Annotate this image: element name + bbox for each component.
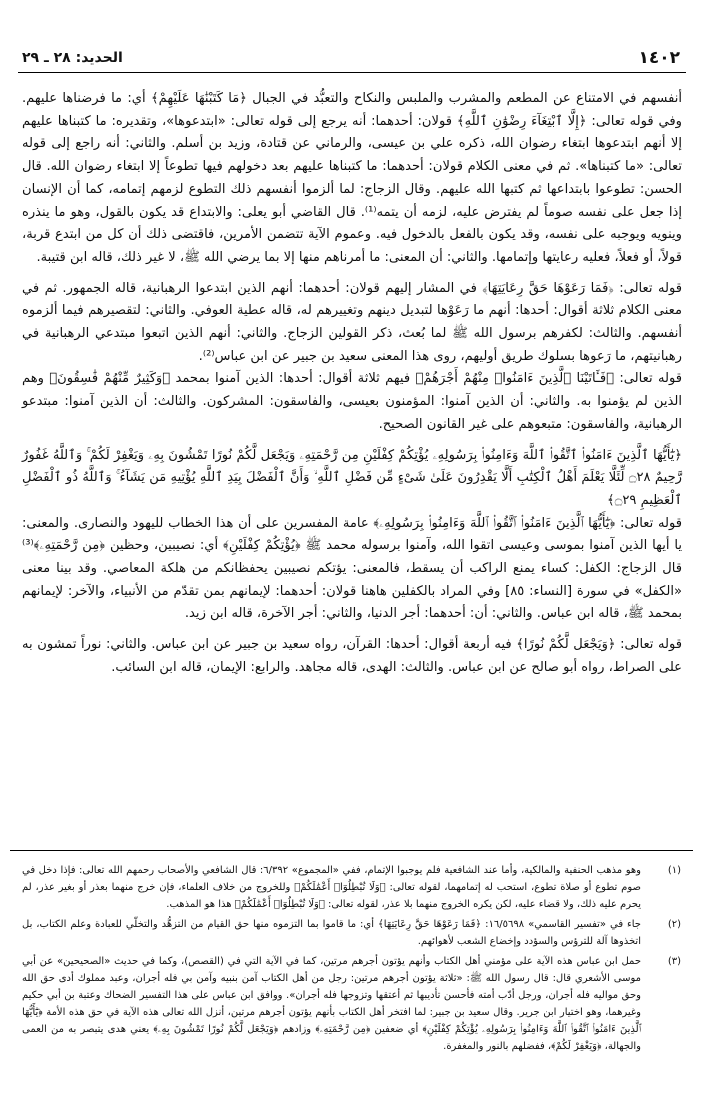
footnote: [22, 953, 681, 1055]
footnote-number: (١): [667, 865, 681, 876]
paragraph: قوله تعالى: ﴿فَـَٔاتَيْنَا ٱلَّذِينَ ءَامَنُوا۟ مِنْهُمْ أَجْرَهُمْ﴾ فيهم ثلاثة أقوال: أحدها: الذين آمنوا بمحمد ﴿وَكَثِيرٌ مِّنْهُمْ فَٰسِقُونَ﴾ وهم الذين لم يؤمنوا به. والثاني: أن الذين آمنوا: المؤمنون بعيسى، والفاسقون: المشركون. والثالث: أن الذين آمنوا: مبتدعو الرهبانية، والفاسقون: متبعوهم على غير القانون الصحيح.: [22, 371, 682, 432]
footnote: [22, 862, 681, 913]
paragraph: قوله تعالى: ﴿يَٰٓأَيُّهَا ٱلَّذِينَ ءَامَنُوا۟ ٱتَّقُوا۟ ٱللَّهَ وَءَامِنُوا۟ بِرَسُولِهِۦ﴾ عامة المفسرين على أن هذا الخطاب لليهود والنصارى. والمعنى: يا أيها الذين آمنوا بموسى وعيسى اتقوا الله، وآمنوا برسوله محمد ﷺ ﴿يُؤْتِكُمْ كِفْلَيْنِ﴾ أي: نصيبين، وحظين ﴿مِن رَّحْمَتِهِۦ﴾⁽³⁾ قال الزجاج: الكفل: كساء يمنع الراكب أن يسقط، فالمعنى: يؤتكم نصيبين يحفظانكم من هلكة المعاصي. وقد بينا معنى «الكفل» في سورة [النساء: ٨٥] وفي المراد بالكفلين هاهنا قولان: أحدهما: لإيمانهم بمن تقدّم من الأنبياء، والآخر: لإيمانهم بمحمد ﷺ، قاله ابن عباس. والثاني: أن: أحدهما: أجر الدنيا، والثاني: أجر الآخرة، قاله ابن زيد.: [22, 515, 682, 622]
paragraph: قوله تعالى: ﴿وَيَجْعَل لَّكُمْ نُورًا﴾ فيه أربعة أقوال: أحدها: القرآن، رواه سعيد بن جبير عن ابن عباس. والثاني: نوراً تمشون به على الصراط، رواه أبو صالح عن ابن عباس. والثالث: الهدى، قاله مجاهد. والرابع: الإيمان، قاله ابن السائب.: [22, 637, 682, 675]
paragraph: أنفسهم في الامتناع عن المطعم والمشرب والملبس والنكاح والتعبُّد في الجبال ﴿مَا كَتَبْنَٰهَا عَلَيْهِمْ﴾ أي: ما فرضناها عليهم. وفي قوله تعالى: ﴿إِلَّا ٱبْتِغَآءَ رِضْوَٰنِ ٱللَّهِ﴾ قولان: أحدهما: أنه يرجع إلى قوله تعالى: «ابتدعوها»، وتقديره: ما كتبناها عليهم إلا أنهم ابتدعوها ابتغاء رضوان الله، ذكره علي بن عيسى، والرماني عن قتادة، وزيد بن أسلم. والثاني: أنه راجع إلى قوله تعالى: «ما كتبناها». ثم في معنى الكلام قولان: أحدهما: ما كتبناها عليهم بعد دخولهم فيها تطوعاً إلا ابتغاء رضوان الله. قال الحسن: تطوعوا بابتداعها ثم كتبها الله عليهم. وقال الزجاج: لما ألزموا أنفسهم ذلك التطوع لزمهم إتمامه، كما أن الإنسان إذا جعل على نفسه صوماً لم يفترض عليه، لزمه أن يتمه⁽¹⁾. قال القاضي أبو يعلى: والابتداع قد يكون بالقول، وهو ما ينذره وينويه ويوجبه على نفسه، وقد يكون بالفعل بالدخول فيه. وعموم الآية تتضمن الأمرين، فاقتضى ذلك أن كل من ابتدع قربة، قولاً، أو فعلاً، فعليه رعايتها وإتمامها. والثاني: أن المعنى: ما أمرناهم منها إلا بما يرضي الله ﷺ، لا غير ذلك، قاله ابن قتيبة.: [22, 91, 682, 265]
footnote-number: (٣): [667, 956, 681, 967]
running-title: الحديد: ٢٨ ـ ٢٩: [22, 50, 123, 66]
footnote-text: جاء في «تفسير القاسمي» ١٦/٥٦٩٨: ﴿فَمَا رَعَوْهَا حَقَّ رِعَايَتِهَا﴾ أي: ما قاموا بما التزموه منها حق القيام من التزهُّد والتخلّي للعبادة وعلم الكتاب، بل اتخذوها آلة للترؤس والسؤدد وإخضاع الشعب لأهوائهم.: [22, 919, 641, 947]
paragraph: قوله تعالى: ﴿فَمَا رَعَوْهَا حَقَّ رِعَايَتِهَا﴾ في المشار إليهم قولان: أحدهما: أنهم الذين ابتدعوا الرهبانية، قاله الجمهور. ثم في معنى الكلام ثلاثة أقوال: أحدها: أنهم ما رَعَوْها لتبديل دينهم وتغييرهم له، قاله عطية العوفي. والثاني: لتقصيرهم فيما ألزموه أنفسهم. والثالث: لكفرهم برسول الله ﷺ لما بُعث، ذكر القولين الزجاج. والثاني: أنهم الذين اتبعوا مبتدعي الرهبانية في رهبانيتهم، ما رَعوها بسلوك طريق أوليهم، روى هذا المعنى سعيد بن جبير عن ابن عباس⁽²⁾.: [22, 280, 682, 364]
quran-verse-block: ﴿يَٰٓأَيُّهَا ٱلَّذِينَ ءَامَنُوا۟ ٱتَّقُوا۟ ٱللَّهَ وَءَامِنُوا۟ بِرَسُولِهِۦ يُؤْتِكُمْ كِفْلَيْنِ مِن رَّحْمَتِهِۦ وَيَجْعَل لَّكُمْ نُورًا تَمْشُونَ بِهِۦ وَيَغْفِرْ لَكُمْ ۚ وَٱللَّهُ غَفُورٌ رَّحِيمٌ ۝٢٨ لِّئَلَّا يَعْلَمَ أَهْلُ ٱلْكِتَٰبِ أَلَّا يَقْدِرُونَ عَلَىٰ شَىْءٍ مِّن فَضْلِ ٱللَّهِ ۙ وَأَنَّ ٱلْفَضْلَ بِيَدِ ٱللَّهِ يُؤْتِيهِ مَن يَشَآءُ ۚ وَٱللَّهُ ذُو ٱلْفَضْلِ ٱلْعَظِيمِ ۝٢٩﴾: [22, 447, 682, 508]
main-text: [22, 88, 682, 680]
footnote-number: (٢): [667, 919, 681, 930]
page-number: ١٤٠٢: [638, 48, 680, 68]
footnotes: [22, 862, 681, 1058]
footnote-text: وهو مذهب الحنفية والمالكية، وأما عند الشافعية فلم يوجبوا الإتمام، ففي «المجموع» ٦/٣٩٢: قال الشافعي والأصحاب رحمهم الله تعالى: فإذا دخل في صوم تطوع أو صلاة تطوع، استحب له إتمامهما، لقوله تعالى: ﴿وَلَا تُبْطِلُوٓا۟ أَعْمَٰلَكُمْ﴾ وللخروج من خلاف العلماء، فإن خرج منهما بعذر أو بغير عذر، لم يحرم عليه ذلك، ولا قضاء عليه، لكن يكره الخروج منهما بلا عذر، لقوله تعالى: ﴿وَلَا تُبْطِلُوٓا۟ أَعْمَٰلَكُمْ﴾ هذا هو المذهب.: [22, 865, 641, 910]
footnote: [22, 916, 681, 950]
footnote-text: حمل ابن عباس هذه الآية على مؤمني أهل الكتاب وأنهم يؤتون أجرهم مرتين، كما في الآية التي في (القصص)، وكما في حديث «الصحيحين» عن أبي موسى الأشعري قال: قال رسول الله ﷺ: «ثلاثة يؤتون أجرهم مرتين: رجل من أهل الكتاب آمن بنبيه وآمن بي فله أجران، وعبد مملوك أدى حق الله وحق مواليه فله أجران، ورجل أدّب أمته فأحسن تأديبها ثم أعتقها وتزوجها فله أجران». ووافق ابن عباس على هذا التفسير الضحاك وعتبة بن أبي حكيم وغيرهما، وهو اختيار ابن جرير. وقال سعيد بن جبير: لما افتخر أهل الكتاب بأنهم يؤتون أجرهم مرتين، أنزل الله تعالى هذه الآية في حق هذه الأمة ﴿يَٰٓأَيُّهَا ٱلَّذِينَ ءَامَنُوا۟ ٱتَّقُوا۟ ٱللَّهَ وَءَامِنُوا۟ بِرَسُولِهِۦ يُؤْتِكُمْ كِفْلَيْنِ﴾ أي ضعفين ﴿مِن رَّحْمَتِهِۦ﴾ وزادهم ﴿وَيَجْعَل لَّكُمْ نُورًا تَمْشُونَ بِهِۦ﴾ يعني هدى يتبصر به من العمى والجهالة، ﴿وَيَغْفِرْ لَكُمْ﴾، ففضلهم بالنور والمغفرة.: [22, 956, 641, 1052]
footnote-divider: [10, 850, 693, 851]
